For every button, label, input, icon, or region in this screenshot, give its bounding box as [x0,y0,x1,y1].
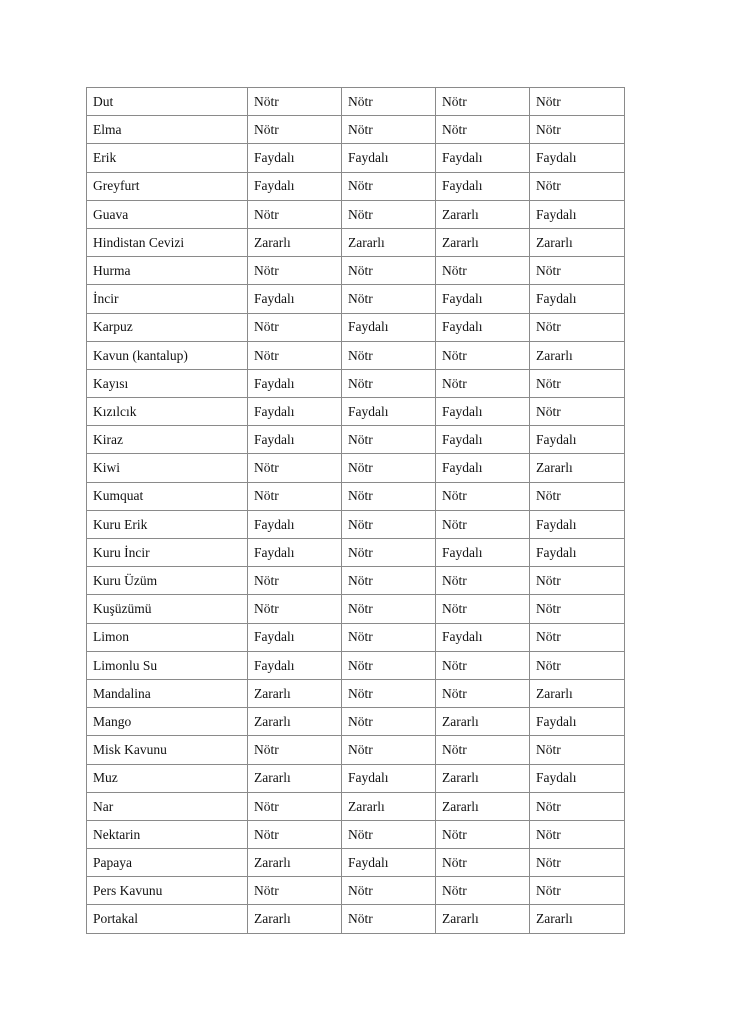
effect-cell: Zararlı [530,228,625,256]
effect-cell: Nötr [248,200,342,228]
effect-cell: Nötr [342,651,436,679]
fruit-name-cell: Dut [87,88,248,116]
effect-cell: Nötr [530,369,625,397]
fruit-name-cell: Erik [87,144,248,172]
table-row [87,341,625,369]
table-row [87,736,625,764]
table-row [87,708,625,736]
effect-cell: Nötr [530,257,625,285]
effect-cell: Nötr [342,88,436,116]
table-row [87,426,625,454]
fruit-name-cell: Kumquat [87,482,248,510]
effect-cell: Nötr [342,510,436,538]
effect-cell: Nötr [342,285,436,313]
effect-cell: Faydalı [436,285,530,313]
effect-cell: Nötr [530,651,625,679]
effect-cell: Nötr [248,792,342,820]
effect-cell: Zararlı [530,905,625,933]
effect-cell: Zararlı [436,228,530,256]
effect-cell: Faydalı [248,144,342,172]
table-row [87,539,625,567]
table-row [87,482,625,510]
effect-cell: Faydalı [248,539,342,567]
effect-cell: Nötr [342,736,436,764]
table-row [87,144,625,172]
effect-cell: Faydalı [436,313,530,341]
effect-cell: Nötr [530,398,625,426]
table-row [87,764,625,792]
fruit-name-cell: Kiwi [87,454,248,482]
table-row [87,792,625,820]
effect-cell: Zararlı [530,454,625,482]
table-row [87,285,625,313]
table-row [87,228,625,256]
effect-cell: Zararlı [248,764,342,792]
fruit-name-cell: Portakal [87,905,248,933]
effect-cell: Zararlı [436,764,530,792]
effect-cell: Nötr [248,454,342,482]
table-row [87,369,625,397]
effect-cell: Nötr [530,736,625,764]
fruit-name-cell: Kuru Erik [87,510,248,538]
table-row [87,88,625,116]
effect-cell: Nötr [342,116,436,144]
effect-cell: Faydalı [530,285,625,313]
effect-cell: Zararlı [248,849,342,877]
table-row [87,820,625,848]
effect-cell: Nötr [248,820,342,848]
effect-cell: Nötr [248,257,342,285]
effect-cell: Nötr [248,341,342,369]
fruit-name-cell: İncir [87,285,248,313]
effect-cell: Nötr [342,426,436,454]
effect-cell: Nötr [342,172,436,200]
fruit-name-cell: Kavun (kantalup) [87,341,248,369]
effect-cell: Nötr [436,849,530,877]
effect-cell: Nötr [530,172,625,200]
table-row [87,510,625,538]
effect-cell: Faydalı [342,144,436,172]
table-row [87,905,625,933]
effect-cell: Nötr [342,623,436,651]
effect-cell: Nötr [248,116,342,144]
effect-cell: Nötr [342,200,436,228]
effect-cell: Faydalı [530,426,625,454]
fruit-name-cell: Guava [87,200,248,228]
effect-cell: Nötr [342,257,436,285]
effect-cell: Nötr [342,454,436,482]
effect-cell: Nötr [436,341,530,369]
effect-cell: Faydalı [436,426,530,454]
fruit-name-cell: Nar [87,792,248,820]
effect-cell: Nötr [248,482,342,510]
effect-cell: Nötr [436,369,530,397]
effect-cell: Nötr [436,116,530,144]
fruit-name-cell: Misk Kavunu [87,736,248,764]
effect-cell: Nötr [436,567,530,595]
effect-cell: Zararlı [248,708,342,736]
fruit-name-cell: Kuru Üzüm [87,567,248,595]
effect-cell: Nötr [530,88,625,116]
fruit-name-cell: Mango [87,708,248,736]
fruit-name-cell: Kuşüzümü [87,595,248,623]
fruit-name-cell: Elma [87,116,248,144]
effect-cell: Nötr [530,877,625,905]
effect-cell: Faydalı [342,398,436,426]
effect-cell: Nötr [530,567,625,595]
effect-cell: Nötr [248,88,342,116]
effect-cell: Nötr [436,595,530,623]
effect-cell: Faydalı [436,623,530,651]
effect-cell: Zararlı [530,679,625,707]
effect-cell: Faydalı [530,539,625,567]
effect-cell: Faydalı [248,651,342,679]
effect-cell: Faydalı [530,144,625,172]
effect-cell: Faydalı [436,539,530,567]
fruit-name-cell: Greyfurt [87,172,248,200]
effect-cell: Nötr [530,595,625,623]
fruit-name-cell: Limonlu Su [87,651,248,679]
fruit-name-cell: Kiraz [87,426,248,454]
effect-cell: Nötr [436,651,530,679]
effect-cell: Faydalı [342,764,436,792]
fruit-name-cell: Muz [87,764,248,792]
fruit-name-cell: Papaya [87,849,248,877]
table-row [87,116,625,144]
table-row [87,172,625,200]
table-row [87,454,625,482]
fruit-table-body [87,88,625,934]
effect-cell: Zararlı [436,200,530,228]
effect-cell: Faydalı [530,200,625,228]
effect-cell: Nötr [248,567,342,595]
effect-cell: Zararlı [248,228,342,256]
effect-cell: Zararlı [248,679,342,707]
effect-cell: Faydalı [248,510,342,538]
effect-cell: Nötr [342,369,436,397]
effect-cell: Faydalı [530,510,625,538]
fruit-name-cell: Hindistan Cevizi [87,228,248,256]
effect-cell: Faydalı [342,849,436,877]
effect-cell: Zararlı [436,708,530,736]
table-row [87,849,625,877]
effect-cell: Zararlı [342,228,436,256]
effect-cell: Zararlı [342,792,436,820]
fruit-name-cell: Limon [87,623,248,651]
effect-cell: Zararlı [248,905,342,933]
fruit-name-cell: Pers Kavunu [87,877,248,905]
effect-cell: Faydalı [530,708,625,736]
effect-cell: Nötr [530,116,625,144]
effect-cell: Nötr [342,905,436,933]
effect-cell: Faydalı [436,398,530,426]
table-row [87,877,625,905]
effect-cell: Nötr [436,877,530,905]
fruit-name-cell: Kızılcık [87,398,248,426]
effect-cell: Faydalı [530,764,625,792]
effect-cell: Zararlı [436,792,530,820]
effect-cell: Faydalı [342,313,436,341]
effect-cell: Zararlı [530,341,625,369]
effect-cell: Nötr [248,313,342,341]
fruit-name-cell: Mandalina [87,679,248,707]
effect-cell: Nötr [530,849,625,877]
effect-cell: Faydalı [436,454,530,482]
table-row [87,257,625,285]
effect-cell: Nötr [436,510,530,538]
table-row [87,567,625,595]
effect-cell: Nötr [342,708,436,736]
effect-cell: Faydalı [436,172,530,200]
fruit-name-cell: Karpuz [87,313,248,341]
table-row [87,679,625,707]
effect-cell: Nötr [248,877,342,905]
effect-cell: Nötr [342,820,436,848]
table-row [87,595,625,623]
effect-cell: Nötr [530,623,625,651]
effect-cell: Nötr [436,88,530,116]
effect-cell: Nötr [530,792,625,820]
fruit-name-cell: Kayısı [87,369,248,397]
effect-cell: Nötr [436,820,530,848]
table-row [87,398,625,426]
fruit-name-cell: Hurma [87,257,248,285]
effect-cell: Nötr [530,313,625,341]
fruit-table [86,87,625,934]
effect-cell: Faydalı [248,369,342,397]
effect-cell: Nötr [436,482,530,510]
effect-cell: Nötr [342,539,436,567]
effect-cell: Nötr [436,679,530,707]
effect-cell: Nötr [342,341,436,369]
effect-cell: Nötr [342,679,436,707]
effect-cell: Nötr [342,877,436,905]
effect-cell: Zararlı [436,905,530,933]
effect-cell: Faydalı [248,623,342,651]
table-row [87,200,625,228]
effect-cell: Nötr [342,567,436,595]
table-row [87,623,625,651]
effect-cell: Nötr [342,595,436,623]
effect-cell: Nötr [342,482,436,510]
fruit-name-cell: Kuru İncir [87,539,248,567]
table-row [87,651,625,679]
effect-cell: Nötr [530,482,625,510]
effect-cell: Faydalı [436,144,530,172]
effect-cell: Faydalı [248,426,342,454]
effect-cell: Faydalı [248,172,342,200]
table-row [87,313,625,341]
effect-cell: Nötr [248,595,342,623]
effect-cell: Faydalı [248,398,342,426]
effect-cell: Nötr [248,736,342,764]
effect-cell: Faydalı [248,285,342,313]
effect-cell: Nötr [530,820,625,848]
effect-cell: Nötr [436,257,530,285]
fruit-name-cell: Nektarin [87,820,248,848]
effect-cell: Nötr [436,736,530,764]
